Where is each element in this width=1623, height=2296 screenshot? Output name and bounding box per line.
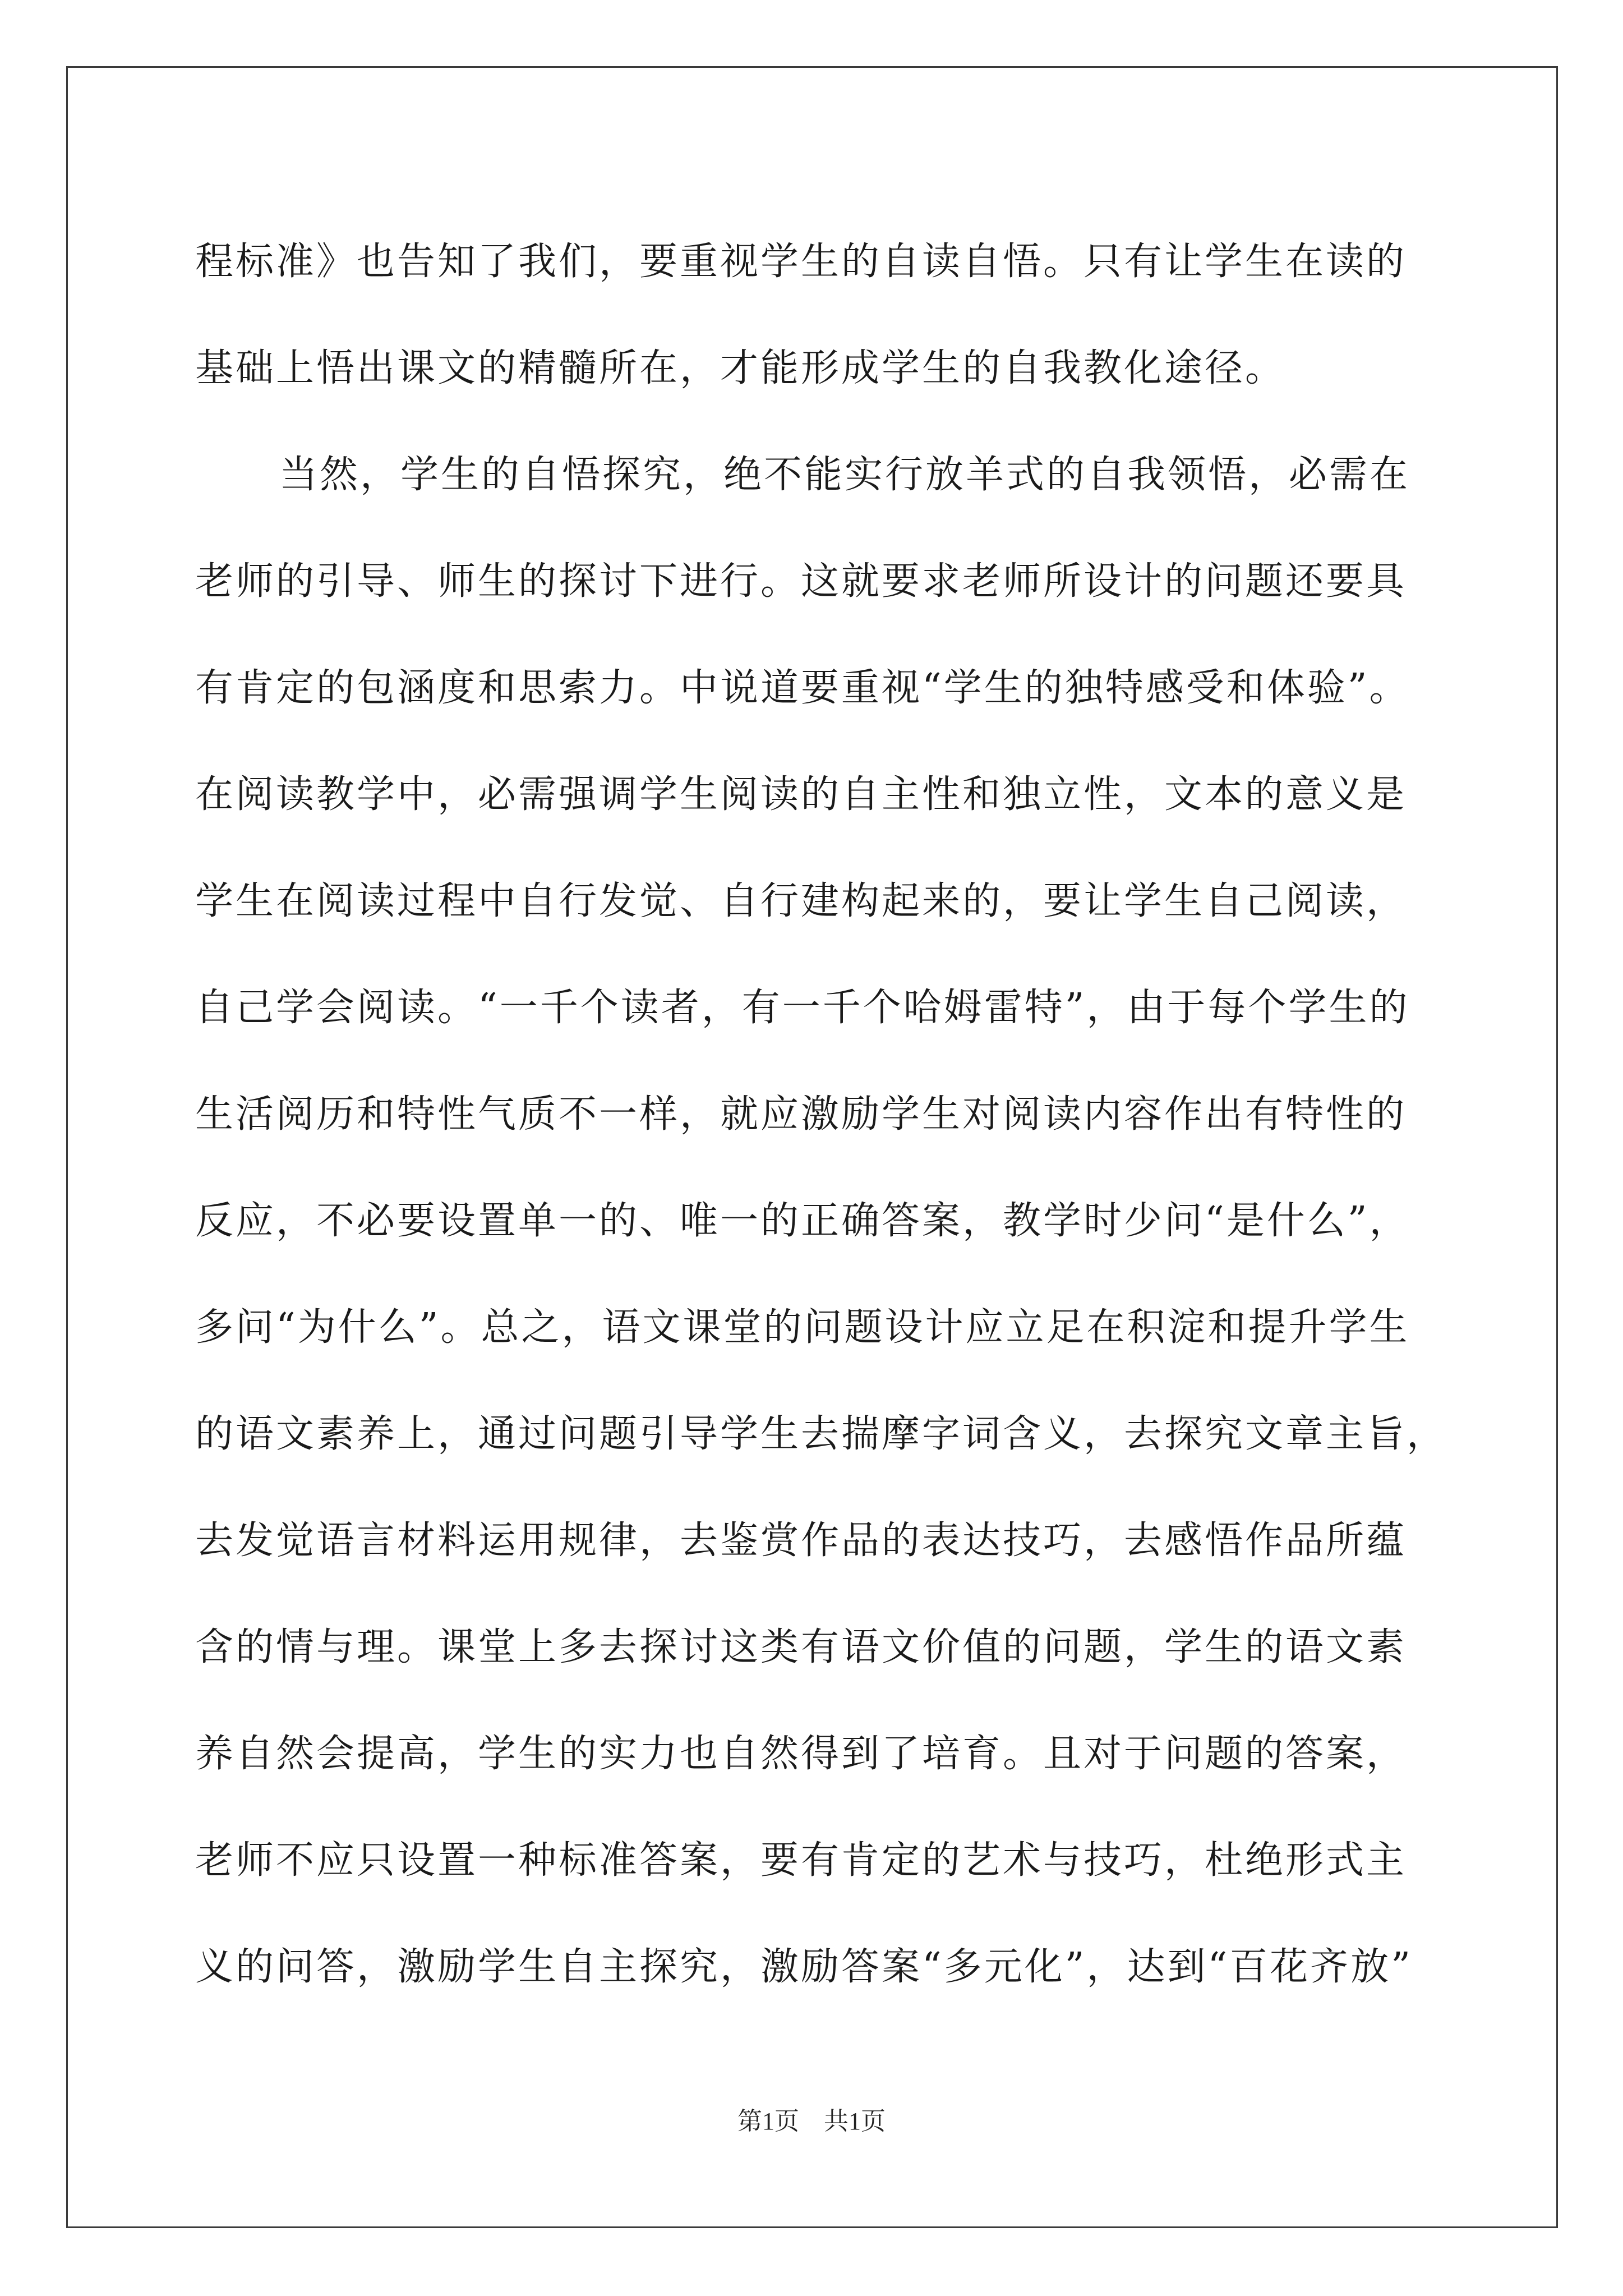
document-body — [195, 209, 1451, 2021]
text-line: 含的情与理。课堂上多去探讨这类有语文价值的问题，学生的语文素 — [195, 1625, 1407, 1669]
text-line: 程标准》也告知了我们，要重视学生的自读自悟。只有让学生在读的 — [195, 240, 1407, 284]
page-number: 第1页 共1页 — [737, 2108, 886, 2135]
text-line: 基础上悟出课文的精髓所在，才能形成学生的自我教化途径。 — [195, 346, 1286, 390]
text-line: 老师不应只设置一种标准答案，要有肯定的艺术与技巧，杜绝形式主 — [195, 1838, 1407, 1883]
text-line: 自己学会阅读。“一千个读者，有一千个哈姆雷特”，由于每个学生的 — [195, 986, 1410, 1030]
text-line: 去发觉语言材料运用规律，去鉴赏作品的表达技巧，去感悟作品所蕴 — [195, 1519, 1407, 1563]
text-line: 反应，不必要设置单一的、唯一的正确答案，教学时少问“是什么”， — [195, 1199, 1410, 1243]
text-line: 当然，学生的自悟探究，绝不能实行放羊式的自我领悟，必需在 — [279, 453, 1410, 497]
text-line: 有肯定的包涵度和思索力。中说道要重视“学生的独特感受和体验”。 — [195, 666, 1410, 710]
page-footer — [0, 2105, 1623, 2138]
text-line: 义的问答，激励学生自主探究，激励答案“多元化”，达到“百花齐放” — [195, 1945, 1413, 1989]
text-line: 养自然会提高，学生的实力也自然得到了培育。且对于问题的答案， — [195, 1732, 1407, 1776]
text-line: 多问“为什么”。总之，语文课堂的问题设计应立足在积淀和提升学生 — [195, 1305, 1410, 1350]
text-line: 生活阅历和特性气质不一样，就应激励学生对阅读内容作出有特性的 — [195, 1092, 1407, 1137]
text-line: 学生在阅读过程中自行发觉、自行建构起来的，要让学生自己阅读， — [195, 879, 1407, 923]
text-line: 在阅读教学中，必需强调学生阅读的自主性和独立性，文本的意义是 — [195, 772, 1407, 817]
text-line: 的语文素养上，通过问题引导学生去揣摩字词含义，去探究文章主旨， — [195, 1412, 1447, 1456]
text-line: 老师的引导、师生的探讨下进行。这就要求老师所设计的问题还要具 — [195, 559, 1407, 604]
